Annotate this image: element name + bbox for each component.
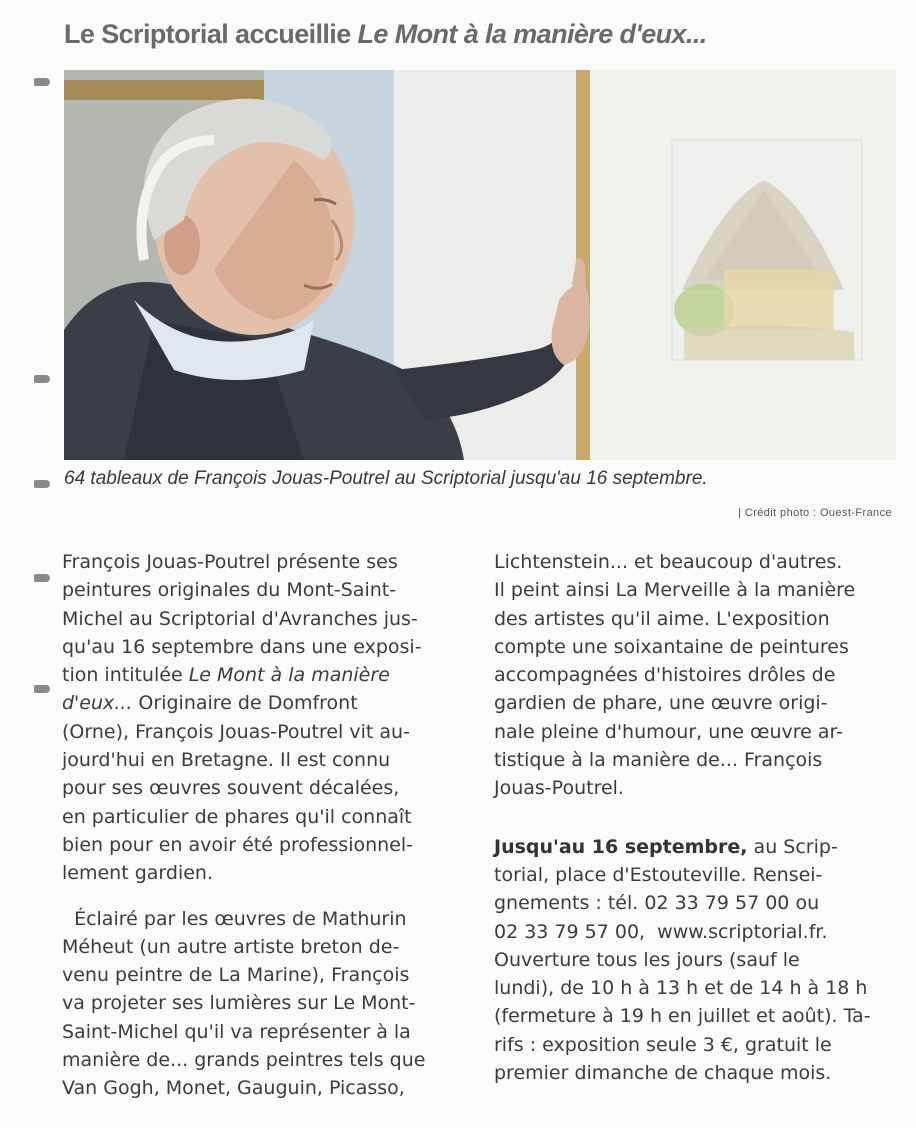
text-line: premier dimanche de chaque mois. — [494, 1062, 832, 1085]
text-line: accompagnées d'histoires drôles de — [494, 664, 836, 687]
scan-margin-mark — [34, 375, 50, 383]
text-line: manière de... grands peintres tels que — [62, 1049, 426, 1072]
text-line: Éclairé par les œuvres de Mathurin — [62, 907, 407, 930]
text-line: Saint-Michel qu'il va représenter à la — [62, 1020, 411, 1043]
text-line: Il peint ainsi La Merveille à la manière — [494, 579, 856, 602]
text-line: pour ses œuvres souvent décalées, — [62, 777, 400, 800]
text-line: lundi), de 10 h à 13 h et de 14 h à 18 h — [494, 977, 868, 1000]
photo-illustration — [64, 70, 896, 460]
headline-exhibition-title: Le Mont à la manière d'eux... — [357, 19, 707, 49]
right-column — [494, 548, 898, 1087]
scan-margin-mark — [34, 574, 50, 582]
text-line: (fermeture à 19 h en juillet et août). Ta- — [494, 1005, 871, 1028]
text-line: torial, place d'Estouteville. Rensei- — [494, 863, 823, 886]
text-line: lement gardien. — [62, 862, 213, 885]
text-line: va projeter ses lumières sur Le Mont- — [62, 992, 416, 1015]
headline-text: Le Scriptorial accueillie — [64, 19, 358, 49]
text-line — [62, 661, 470, 689]
text-line: nale pleine d'humour, une œuvre ar- — [494, 720, 843, 743]
text-line: des artistes qu'il aime. L'exposition — [494, 607, 830, 630]
scan-margin-mark — [34, 685, 50, 693]
text-line: Jouas-Poutrel. — [494, 777, 624, 800]
text-line — [494, 833, 898, 861]
text-line: Van Gogh, Monet, Gauguin, Picasso, — [62, 1077, 405, 1100]
text-line — [62, 689, 470, 717]
text-line: peintures originales du Mont-Saint- — [62, 579, 397, 602]
text-line: Lichtenstein... et beaucoup d'autres. — [494, 551, 843, 573]
info-dates-bold: Jusqu'au 16 septembre, — [494, 835, 748, 858]
text-line: Michel au Scriptorial d'Avranches jus- — [62, 607, 418, 630]
scan-margin-mark — [34, 480, 50, 488]
text-line: gardien de phare, une œuvre origi- — [494, 692, 828, 715]
text-line: bien pour en avoir été professionnel- — [62, 833, 414, 856]
text-line: (Orne), François Jouas-Poutrel vit au- — [62, 720, 410, 743]
photo-caption: 64 tableaux de François Jouas-Poutrel au Scriptorial jusqu'au 16 septembre. — [64, 468, 708, 489]
scan-margin-mark — [34, 78, 50, 86]
text-segment: Originaire de Domfront — [132, 692, 358, 715]
text-line: 02 33 79 57 00, www.scriptorial.fr. — [494, 920, 828, 943]
text-line: Méheut (un autre artiste breton de- — [62, 935, 400, 958]
text-line: Ouverture tous les jours (sauf le — [494, 948, 800, 971]
text-line: compte une soixantaine de peintures — [494, 635, 849, 658]
photo-credit: | Crédit photo : Ouest-France — [738, 507, 892, 519]
left-column — [62, 548, 470, 1103]
text-line: en particulier de phares qu'il connaît — [62, 805, 412, 828]
text-line: tistique à la manière de... François — [494, 749, 823, 772]
exhibition-title-italic: Le Mont à la manière — [188, 664, 390, 687]
text-line: qu'au 16 septembre dans une exposi- — [62, 635, 422, 658]
text-line: rifs : exposition seule 3 €, gratuit le — [494, 1033, 832, 1056]
text-line: gnements : tél. 02 33 79 57 00 ou — [494, 892, 820, 915]
text-line: François Jouas-Poutrel présente ses — [62, 551, 398, 573]
text-line: venu peintre de La Marine), François — [62, 964, 410, 987]
text-line: jourd'hui en Bretagne. Il est connu — [62, 749, 391, 772]
exhibition-title-italic: d'eux... — [62, 692, 133, 715]
article-headline — [64, 14, 904, 54]
article-photo — [64, 70, 896, 460]
text-segment: au Scrip- — [747, 835, 838, 858]
text-segment: tion intitulée — [62, 664, 189, 687]
